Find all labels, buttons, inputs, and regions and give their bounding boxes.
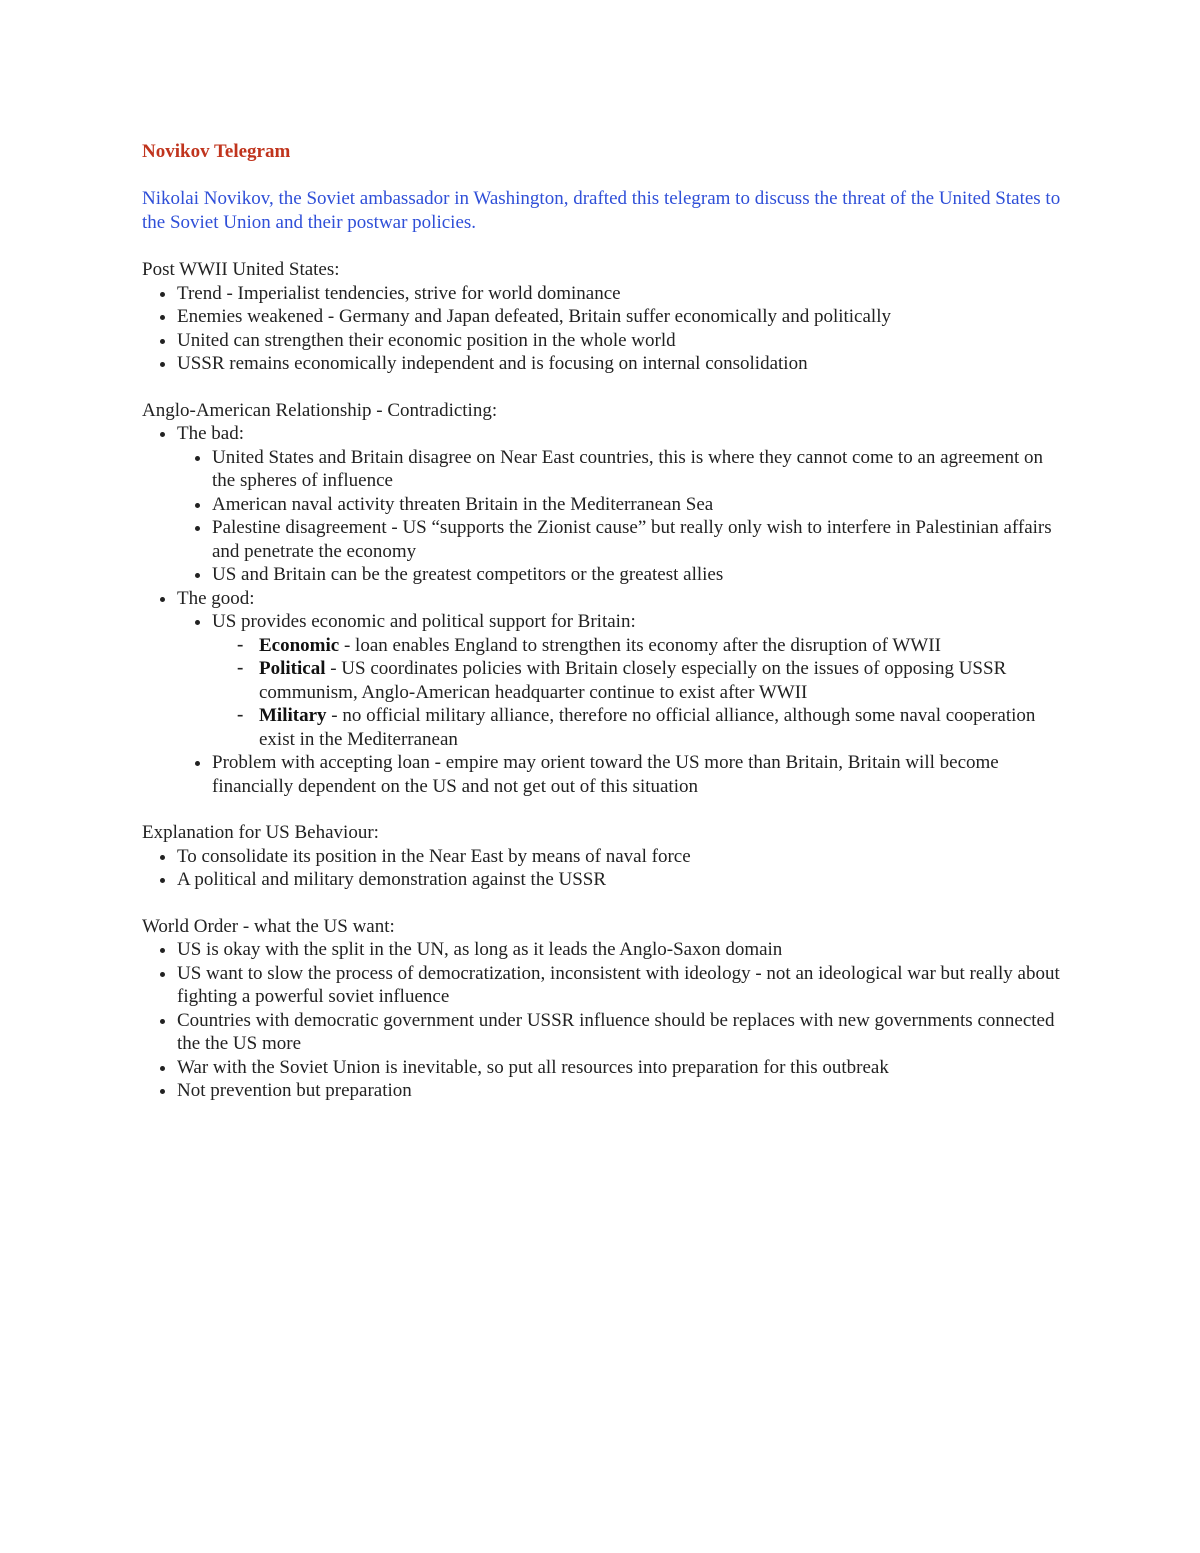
support-label: US provides economic and political support for Britain:	[212, 611, 636, 632]
list-item: United States and Britain disagree on Near East countries, this is where they cannot come to an agreement on the spheres of influence	[212, 446, 1062, 493]
document-title: Novikov Telegram	[142, 141, 291, 162]
list-item: Enemies weakened - Germany and Japan defeated, Britain suffer economically and politically	[177, 305, 1062, 329]
section-explanation	[142, 821, 1062, 892]
support-list	[212, 634, 1062, 752]
list-item: Not prevention but preparation	[177, 1079, 1062, 1103]
list-item: To consolidate its position in the Near East by means of naval force	[177, 845, 1062, 869]
list-item: Palestine disagreement - US “supports the Zionist cause” but really only wish to interfere in Palestinian affairs and penetrate the economy	[212, 516, 1062, 563]
world-order-list	[142, 938, 1062, 1103]
section-anglo-american	[142, 399, 1062, 799]
section-heading-post-wwii: Post WWII United States:	[142, 259, 340, 280]
list-item: United can strengthen their economic position in the whole world	[177, 329, 1062, 353]
list-item: American naval activity threaten Britain in the Mediterranean Sea	[212, 493, 1062, 517]
intro-paragraph: Nikolai Novikov, the Soviet ambassador in Washington, drafted this telegram to discuss the threat of the United States to the Soviet Union and their postwar policies.	[142, 188, 1061, 233]
term-military: Military	[259, 705, 327, 726]
list-item: Countries with democratic government under USSR influence should be replaces with new governments connected the the US more	[177, 1009, 1062, 1056]
list-item-political	[259, 657, 1062, 704]
military-text: - no official military alliance, therefore no official alliance, although some naval cooperation exist in the Mediterranean	[259, 705, 1036, 750]
the-bad-label: The bad:	[177, 423, 245, 444]
document-page	[142, 140, 1062, 1126]
anglo-american-list	[142, 422, 1062, 798]
list-item: US and Britain can be the greatest competitors or the greatest allies	[212, 563, 1062, 587]
list-item-military	[259, 704, 1062, 751]
explanation-list	[142, 845, 1062, 892]
list-item: A political and military demonstration against the USSR	[177, 868, 1062, 892]
the-good-list	[177, 610, 1062, 798]
term-political: Political	[259, 658, 326, 679]
list-item: US is okay with the split in the UN, as long as it leads the Anglo-Saxon domain	[177, 938, 1062, 962]
list-item-the-good	[177, 587, 1062, 799]
list-item: USSR remains economically independent and is focusing on internal consolidation	[177, 352, 1062, 376]
the-bad-list	[177, 446, 1062, 587]
section-world-order	[142, 915, 1062, 1103]
post-wwii-list	[142, 282, 1062, 376]
list-item-problem: Problem with accepting loan - empire may orient toward the US more than Britain, Britain will become financially dependent on the US and not get out of this situation	[212, 751, 1062, 798]
list-item: Trend - Imperialist tendencies, strive for world dominance	[177, 282, 1062, 306]
economic-text: - loan enables England to strengthen its economy after the disruption of WWII	[339, 634, 941, 656]
list-item-support	[212, 610, 1062, 751]
section-heading-explanation: Explanation for US Behaviour:	[142, 822, 379, 843]
term-economic: Economic	[259, 634, 340, 656]
list-item-economic	[259, 634, 1062, 658]
section-heading-world-order: World Order - what the US want:	[142, 915, 395, 937]
list-item: War with the Soviet Union is inevitable, so put all resources into preparation for this outbreak	[177, 1056, 1062, 1080]
list-item: US want to slow the process of democratization, inconsistent with ideology - not an ideological war but really about fighting a powerful soviet influence	[177, 962, 1062, 1009]
section-heading-anglo-american: Anglo-American Relationship - Contradicting:	[142, 399, 498, 421]
the-good-label: The good:	[177, 587, 255, 609]
list-item-the-bad	[177, 422, 1062, 587]
section-post-wwii	[142, 258, 1062, 376]
political-text: - US coordinates policies with Britain closely especially on the issues of opposing USSR communism, Anglo-American headquarter continue to exist after WWII	[259, 658, 1007, 703]
